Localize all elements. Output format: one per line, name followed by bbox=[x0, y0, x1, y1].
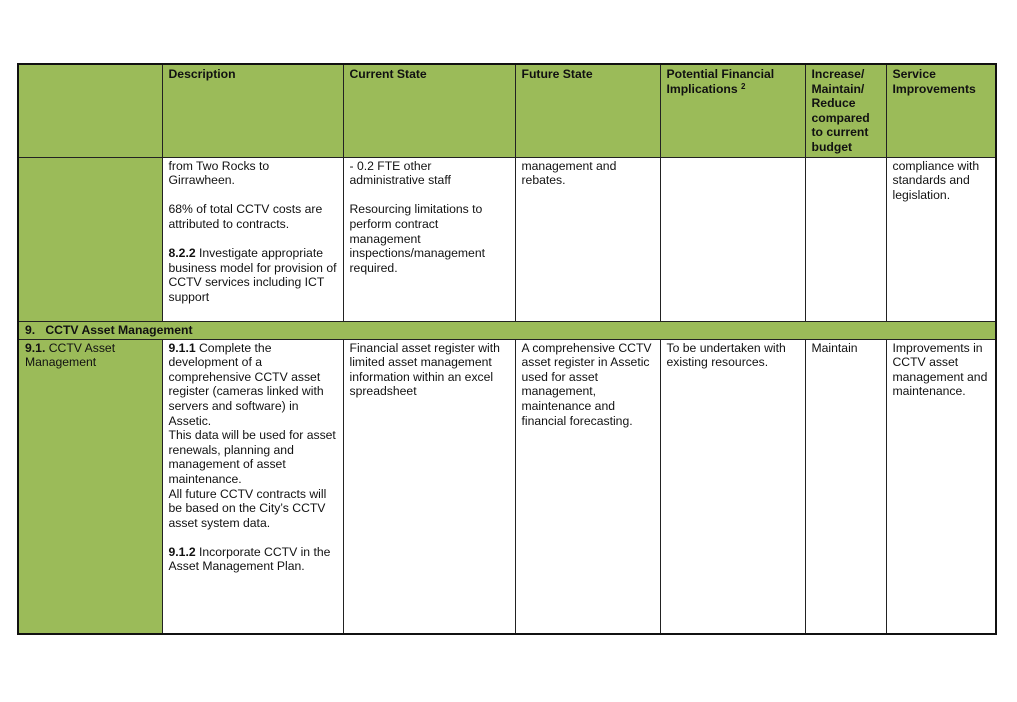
current-state-text: - 0.2 FTE other administrative staff bbox=[349, 158, 451, 188]
item-label-cell bbox=[18, 339, 162, 634]
description-text: This data will be used for asset renewals, planning and management of asset maintenance. bbox=[168, 428, 336, 486]
description-cell bbox=[162, 339, 343, 634]
action-ref: 9.1.1 bbox=[168, 340, 196, 355]
header-financial-label: Potential Financial Implications bbox=[666, 67, 775, 96]
description-action bbox=[169, 341, 337, 429]
service-improvements-cell: Improvements in CCTV asset management and maintenance. bbox=[886, 339, 996, 634]
future-state-cell: management and rebates. bbox=[515, 157, 660, 321]
header-blank-cell bbox=[18, 64, 162, 157]
description-text: 68% of total CCTV costs are attributed to contracts. bbox=[168, 202, 323, 231]
current-state-text: Resourcing limitations to perform contract management inspections/management required. bbox=[349, 202, 485, 275]
budget-cell bbox=[805, 157, 886, 321]
header-future-state: Future State bbox=[515, 64, 660, 157]
description-cell bbox=[162, 157, 343, 321]
header-service-improvements: Service Improvements bbox=[886, 64, 996, 157]
section-heading bbox=[18, 321, 996, 339]
description-text: All future CCTV contracts will be based on the City’s CCTV asset system data. bbox=[168, 486, 327, 530]
item-title: CCTV Asset Management bbox=[25, 340, 116, 370]
action-ref: 9.1.2 bbox=[168, 544, 196, 559]
description-text: from Two Rocks to Girrawheen. bbox=[168, 158, 270, 188]
item-number: 9.1. bbox=[25, 340, 46, 355]
section-title: CCTV Asset Management bbox=[45, 322, 193, 337]
table-row bbox=[18, 157, 996, 321]
action-text: Complete the development of a comprehensive CCTV asset register (cameras linked with servers and software) in Assetic. bbox=[168, 340, 324, 428]
description-action bbox=[169, 246, 337, 304]
budget-cell: Maintain bbox=[805, 339, 886, 634]
current-state-cell bbox=[343, 157, 515, 321]
financial-cell bbox=[660, 157, 805, 321]
action-plan-table bbox=[17, 63, 997, 635]
action-text: Incorporate CCTV in the Asset Management Plan. bbox=[168, 544, 331, 574]
section-row bbox=[18, 321, 996, 339]
future-state-cell: A comprehensive CCTV asset register in Assetic used for asset management, maintenance and financial forecasting. bbox=[515, 339, 660, 634]
row-label-cell bbox=[18, 157, 162, 321]
current-state-cell: Financial asset register with limited asset management information within an excel spreadsheet bbox=[343, 339, 515, 634]
header-financial-implications bbox=[660, 64, 805, 157]
header-increase-maintain-reduce: Increase/ Maintain/ Reduce compared to current budget bbox=[805, 64, 886, 157]
footnote-marker: 2 bbox=[741, 81, 746, 91]
service-improvements-cell: compliance with standards and legislation. bbox=[886, 157, 996, 321]
action-ref: 8.2.2 bbox=[168, 246, 196, 261]
section-number: 9. bbox=[25, 322, 36, 337]
description-action bbox=[169, 545, 337, 574]
table-header-row bbox=[18, 64, 996, 157]
financial-cell: To be undertaken with existing resources. bbox=[660, 339, 805, 634]
header-current-state: Current State bbox=[343, 64, 515, 157]
header-description: Description bbox=[162, 64, 343, 157]
table-row bbox=[18, 339, 996, 634]
action-text: Investigate appropriate business model for provision of CCTV services including ICT support bbox=[168, 246, 337, 304]
